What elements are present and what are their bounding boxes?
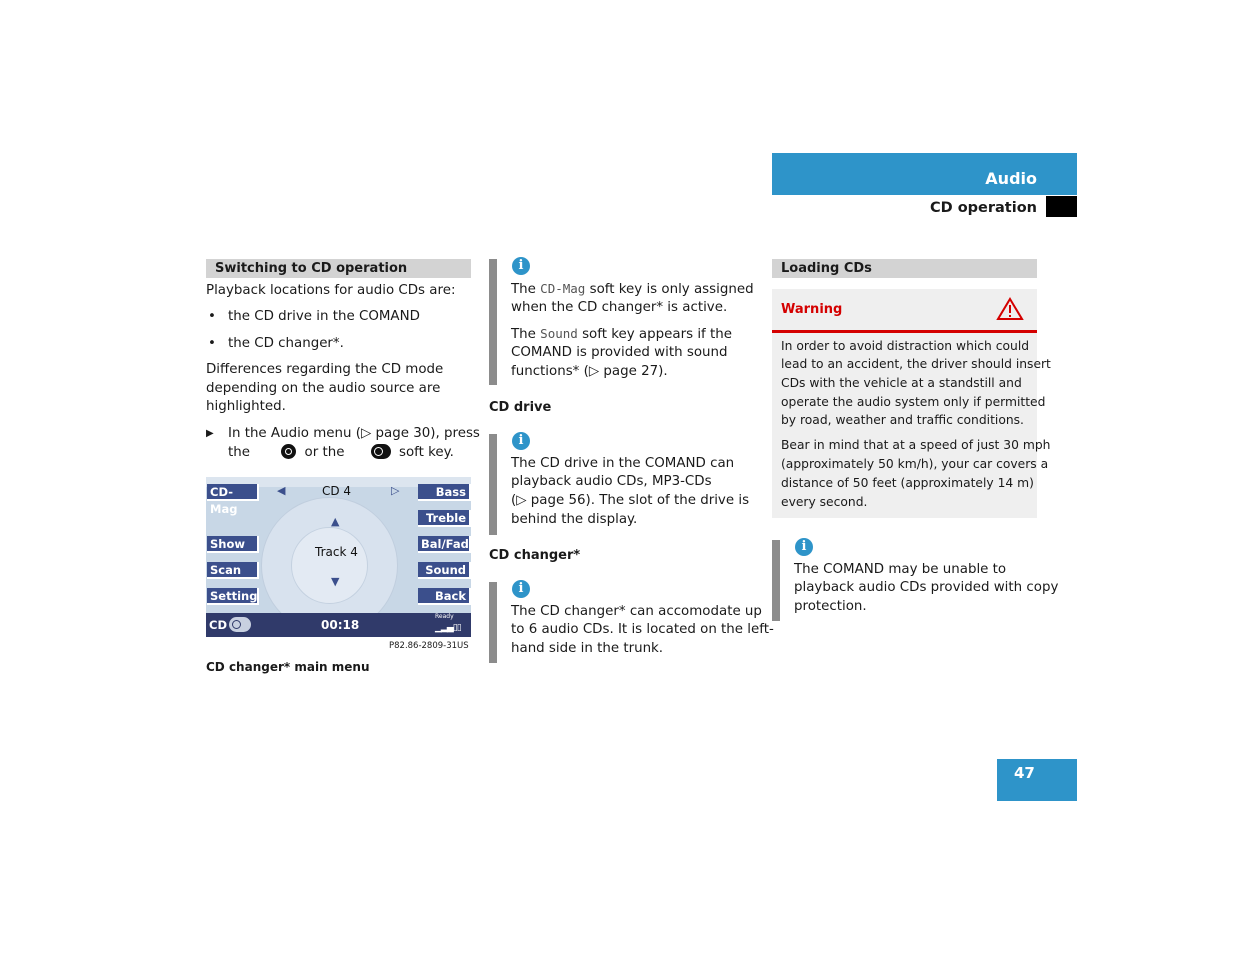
cd-number: CD 4 xyxy=(322,484,352,498)
header-marker xyxy=(1046,196,1077,217)
info-text: The CD changer* can accomodate up xyxy=(511,604,762,619)
differences-line: highlighted. xyxy=(206,399,286,414)
softkey-bass[interactable]: Bass xyxy=(418,484,471,501)
info-icon: i xyxy=(795,538,813,556)
warning-text: distance of 50 feet (approximately 14 m) xyxy=(781,476,1034,490)
info-box-bar xyxy=(489,582,497,663)
info-text: The COMAND may be unable to xyxy=(794,562,1007,577)
heading-cd-drive: CD drive xyxy=(489,400,552,415)
image-code: P82.86-2809-31US xyxy=(389,641,469,651)
differences-line: depending on the audio source are xyxy=(206,381,441,396)
bullet-text: the CD changer*. xyxy=(228,336,344,351)
softkey-back[interactable]: Back xyxy=(418,588,471,605)
differences-line: Differences regarding the CD mode xyxy=(206,362,444,377)
cd-changer-icon xyxy=(371,444,391,459)
warning-text: operate the audio system only if permitted xyxy=(781,395,1046,409)
info-icon: i xyxy=(512,432,530,450)
softkey-ref-cd-mag: CD-Mag xyxy=(540,281,586,296)
info-text: when the CD changer* is active. xyxy=(511,300,728,315)
softkey-scan[interactable]: Scan xyxy=(207,562,259,579)
page-number-box xyxy=(997,759,1077,801)
warning-triangle-icon xyxy=(996,297,1024,321)
page-number: 47 xyxy=(1014,764,1035,782)
section-heading-loading: Loading CDs xyxy=(772,259,1037,278)
warning-text: by road, weather and traffic conditions. xyxy=(781,413,1024,427)
info-text: to 6 audio CDs. It is located on the left- xyxy=(511,622,774,637)
warning-text: every second. xyxy=(781,495,868,509)
info-text-part: The xyxy=(511,282,536,297)
intro-text: Playback locations for audio CDs are: xyxy=(206,283,456,298)
info-text: playback audio CDs, MP3-CDs xyxy=(511,474,712,489)
softkey-ref-sound: Sound xyxy=(540,326,578,341)
section-heading-switching: Switching to CD operation xyxy=(206,259,471,278)
track-up-arrow-icon[interactable]: ▲ xyxy=(331,515,340,528)
info-text xyxy=(511,325,732,345)
info-box-bar xyxy=(489,434,497,535)
warning-text: lead to an accident, the driver should insert xyxy=(781,357,1051,371)
status-ready: Ready xyxy=(435,613,454,620)
step-line-2 xyxy=(228,444,454,463)
info-text: protection. xyxy=(794,599,867,614)
cd-changer-status-icon xyxy=(229,617,251,632)
info-text-part: soft key appears if the xyxy=(582,327,732,342)
softkey-show[interactable]: Show xyxy=(207,536,259,553)
status-time: 00:18 xyxy=(321,618,360,632)
info-text: behind the display. xyxy=(511,512,638,527)
track-down-arrow-icon[interactable]: ▼ xyxy=(331,575,340,588)
step-the: the xyxy=(228,445,250,460)
section-subtitle: CD operation xyxy=(929,200,1037,216)
warning-divider xyxy=(772,330,1037,333)
info-text: hand side in the trunk. xyxy=(511,641,664,656)
next-cd-arrow-icon[interactable]: ▷ xyxy=(391,484,400,497)
warning-text: In order to avoid distraction which could xyxy=(781,339,1030,353)
step-or: or the xyxy=(304,445,345,460)
info-text: (▷ page 56). The slot of the drive is xyxy=(511,493,750,508)
info-text: COMAND is provided with sound xyxy=(511,345,728,360)
step-arrow-icon: ▶ xyxy=(206,428,214,439)
disc-graphic-inner xyxy=(291,527,368,604)
status-source: CD xyxy=(209,618,227,632)
softkey-sound[interactable]: Sound xyxy=(418,562,471,579)
step-softkey: soft key. xyxy=(398,445,454,460)
image-caption: CD changer* main menu xyxy=(206,660,370,674)
info-text-part: soft key is only assigned xyxy=(589,282,754,297)
softkey-bal-fad[interactable]: Bal/Fad xyxy=(418,536,471,553)
info-text: playback audio CDs provided with copy xyxy=(794,580,1059,595)
status-bar xyxy=(206,613,471,637)
warning-text: CDs with the vehicle at a standstill and xyxy=(781,376,1022,390)
softkey-treble[interactable]: Treble xyxy=(418,510,471,527)
warning-text: Bear in mind that at a speed of just 30 mph xyxy=(781,438,1051,452)
signal-strength-icon: ▁▂▄▯▯ xyxy=(435,623,461,633)
info-icon: i xyxy=(512,580,530,598)
info-icon: i xyxy=(512,257,530,275)
step-line: In the Audio menu (▷ page 30), press xyxy=(228,426,480,441)
info-text: functions* (▷ page 27). xyxy=(511,364,668,379)
heading-cd-changer: CD changer* xyxy=(489,548,581,563)
info-box-bar xyxy=(489,259,497,385)
bullet-text: the CD drive in the COMAND xyxy=(228,309,420,324)
info-text: The CD drive in the COMAND can xyxy=(511,456,735,471)
track-number: Track 4 xyxy=(315,545,358,559)
info-text-part: The xyxy=(511,327,536,342)
softkey-cd-mag[interactable]: CD-Mag xyxy=(207,484,259,501)
softkey-setting[interactable]: Setting xyxy=(207,588,259,605)
cd-changer-screen xyxy=(206,477,471,637)
info-box-bar xyxy=(772,540,780,621)
warning-title: Warning xyxy=(781,302,843,317)
warning-text: (approximately 50 km/h), your car covers a xyxy=(781,457,1049,471)
info-text xyxy=(511,280,754,300)
cd-drive-icon xyxy=(281,444,296,459)
prev-cd-arrow-icon[interactable]: ◀ xyxy=(277,484,286,497)
chapter-title: Audio xyxy=(985,169,1037,188)
